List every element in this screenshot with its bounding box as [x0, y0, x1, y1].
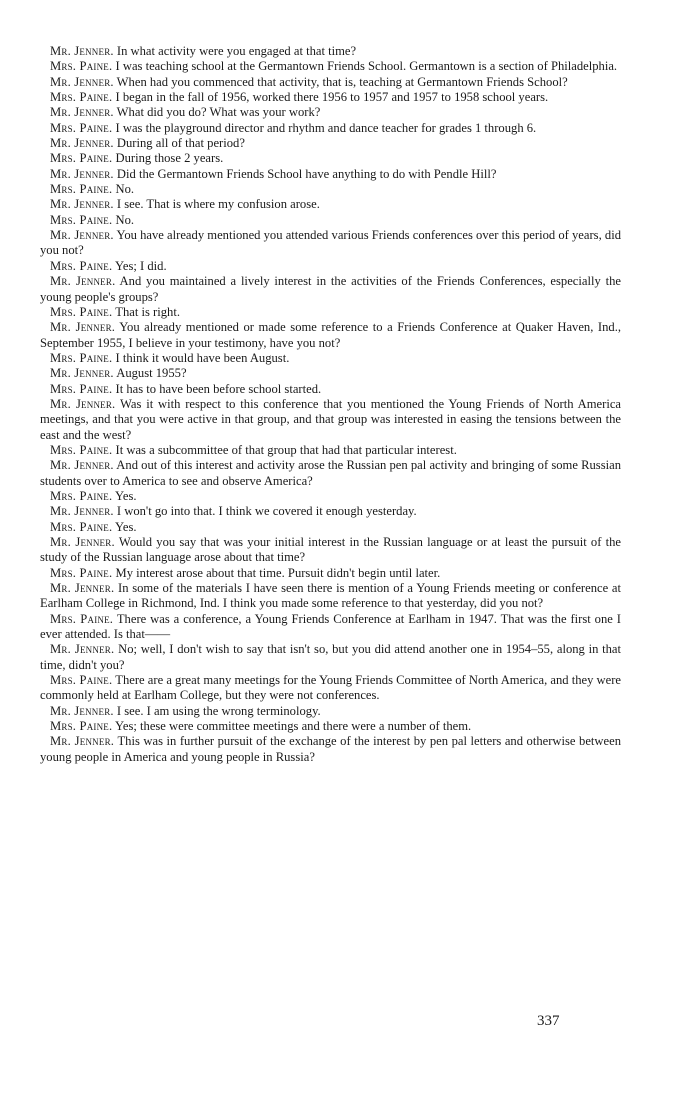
testimony-text: My interest arose about that time. Pursuit didn't begin until later.	[115, 565, 441, 580]
testimony-paragraph	[40, 151, 621, 166]
speaker-name: Mrs. Paine.	[50, 673, 113, 688]
testimony-text: When had you commenced that activity, that is, teaching at Germantown Friends School?	[116, 74, 568, 89]
speaker-name: Mr. Jenner.	[50, 396, 116, 411]
speaker-name: Mrs. Paine.	[50, 381, 113, 396]
testimony-paragraph	[40, 351, 621, 366]
speaker-name: Mrs. Paine.	[50, 59, 113, 74]
speaker-name: Mrs. Paine.	[50, 90, 113, 105]
testimony-text: You already mentioned or made some reference to a Friends Conference at Quaker Haven, Ind., September 1955, I believe in your testimony, have you not?	[40, 320, 621, 350]
speaker-name: Mr. Jenner.	[50, 74, 114, 89]
testimony-paragraph	[40, 566, 621, 581]
testimony-paragraph	[40, 504, 621, 519]
testimony-text: August 1955?	[116, 366, 187, 381]
testimony-paragraph	[40, 259, 621, 274]
speaker-name: Mrs. Paine.	[50, 258, 113, 273]
testimony-text: I was the playground director and rhythm and dance teacher for grades 1 through 6.	[115, 120, 537, 135]
testimony-paragraph	[40, 228, 621, 259]
testimony-paragraph	[40, 704, 621, 719]
speaker-name: Mr. Jenner.	[50, 105, 114, 120]
speaker-name: Mr. Jenner.	[50, 320, 116, 335]
testimony-paragraph	[40, 90, 621, 105]
testimony-text: During those 2 years.	[115, 151, 224, 166]
transcript-page	[40, 44, 621, 765]
testimony-paragraph	[40, 489, 621, 504]
testimony-paragraph	[40, 274, 621, 305]
testimony-paragraph	[40, 105, 621, 120]
testimony-text: During all of that period?	[116, 136, 245, 151]
testimony-text: What did you do? What was your work?	[116, 105, 321, 120]
speaker-name: Mrs. Paine.	[50, 488, 113, 503]
testimony-text: I was teaching school at the Germantown Friends School. Germantown is a section of Philadelphia.	[115, 59, 618, 74]
speaker-name: Mrs. Paine.	[50, 120, 113, 135]
testimony-text: And you maintained a lively interest in the activities of the Friends Conferences, especially the young people's groups?	[40, 274, 621, 304]
testimony-text: Yes; I did.	[115, 258, 167, 273]
testimony-text: There are a great many meetings for the Young Friends Committee of North America, and they were commonly held at Earlham College, but they were not conferences.	[40, 673, 621, 703]
speaker-name: Mr. Jenner.	[50, 703, 114, 718]
testimony-paragraph	[40, 167, 621, 182]
testimony-text: No; well, I don't wish to say that isn't so, but you did attend another one in 1954–55, along in that time, didn't you?	[40, 642, 622, 672]
testimony-paragraph	[40, 366, 621, 381]
testimony-paragraph	[40, 136, 621, 151]
testimony-text: I see. I am using the wrong terminology.	[116, 703, 321, 718]
testimony-paragraph	[40, 75, 621, 90]
testimony-paragraph	[40, 382, 621, 397]
speaker-name: Mrs. Paine.	[50, 719, 113, 734]
testimony-paragraph	[40, 320, 621, 351]
speaker-name: Mr. Jenner.	[50, 734, 115, 749]
speaker-name: Mr. Jenner.	[50, 166, 114, 181]
page-number: 337	[537, 1013, 560, 1029]
testimony-text: No.	[115, 182, 135, 197]
speaker-name: Mrs. Paine.	[50, 151, 113, 166]
testimony-paragraph	[40, 458, 621, 489]
testimony-paragraph	[40, 213, 621, 228]
testimony-text: I won't go into that. I think we covered it enough yesterday.	[116, 504, 417, 519]
testimony-paragraph	[40, 719, 621, 734]
testimony-paragraph	[40, 305, 621, 320]
speaker-name: Mr. Jenner.	[50, 197, 114, 212]
testimony-text: Did the Germantown Friends School have anything to do with Pendle Hill?	[116, 166, 497, 181]
speaker-name: Mr. Jenner.	[50, 366, 114, 381]
testimony-text: I think it would have been August.	[115, 350, 290, 365]
testimony-text: There was a conference, a Young Friends Conference at Earlham in 1947. That was the first one I ever attended. Is that——	[40, 611, 622, 642]
testimony-text: In some of the materials I have seen there is mention of a Young Friends meeting or conference at Earlham College in Richmond, Ind. I think you made some reference to that yesterday, did you not?	[40, 581, 621, 611]
testimony-paragraph	[40, 397, 621, 443]
testimony-paragraph	[40, 121, 621, 136]
testimony-paragraph	[40, 44, 621, 59]
testimony-paragraph	[40, 734, 621, 765]
speaker-name: Mrs. Paine.	[50, 212, 113, 227]
testimony-paragraph	[40, 197, 621, 212]
speaker-name: Mrs. Paine.	[50, 519, 113, 534]
testimony-paragraph	[40, 612, 621, 643]
speaker-name: Mr. Jenner.	[50, 642, 115, 657]
speaker-name: Mr. Jenner.	[50, 504, 114, 519]
speaker-name: Mrs. Paine.	[50, 182, 113, 197]
speaker-name: Mr. Jenner.	[50, 274, 116, 289]
testimony-paragraph	[40, 443, 621, 458]
testimony-text: Was it with respect to this conference that you mentioned the Young Friends of North America meetings, and that you were active in that group, and that group was interested in easing the tensions between the east and the west?	[40, 396, 622, 442]
testimony-text: Yes.	[115, 519, 137, 534]
testimony-text: And out of this interest and activity arose the Russian pen pal activity and bringing of some Russian students over to America to see and observe America?	[40, 458, 621, 488]
testimony-text: It has to have been before school started.	[115, 381, 322, 396]
speaker-name: Mr. Jenner.	[50, 44, 114, 58]
speaker-name: Mr. Jenner.	[50, 136, 114, 151]
testimony-text: I began in the fall of 1956, worked there 1956 to 1957 and 1957 to 1958 school years.	[115, 90, 549, 105]
speaker-name: Mr. Jenner.	[50, 458, 114, 473]
speaker-name: Mr. Jenner.	[50, 228, 114, 243]
testimony-paragraph	[40, 535, 621, 566]
testimony-paragraph	[40, 520, 621, 535]
testimony-text: I see. That is where my confusion arose.	[116, 197, 320, 212]
testimony-text: That is right.	[115, 304, 180, 319]
testimony-paragraph	[40, 581, 621, 612]
speaker-name: Mrs. Paine.	[50, 565, 113, 580]
speaker-name: Mrs. Paine.	[50, 442, 113, 457]
testimony-paragraph	[40, 59, 621, 74]
testimony-text: No.	[115, 212, 135, 227]
testimony-paragraph	[40, 182, 621, 197]
testimony-text: Would you say that was your initial interest in the Russian language or at least the pursuit of the study of the Russian language arose about that time?	[40, 535, 622, 565]
testimony-text: It was a subcommittee of that group that had that particular interest.	[115, 442, 457, 457]
speaker-name: Mr. Jenner.	[50, 535, 115, 549]
testimony-text: Yes.	[115, 488, 137, 503]
speaker-name: Mrs. Paine.	[50, 350, 113, 365]
testimony-paragraph	[40, 673, 621, 704]
testimony-text: You have already mentioned you attended various Friends conferences over this period of years, did you not?	[40, 228, 621, 258]
testimony-text: This was in further pursuit of the exchange of the interest by pen pal letters and otherwise between young people in America and young people in Russia?	[40, 734, 621, 764]
speaker-name: Mrs. Paine.	[50, 304, 113, 319]
testimony-text: Yes; these were committee meetings and there were a number of them.	[115, 719, 472, 734]
speaker-name: Mr. Jenner.	[50, 581, 115, 596]
testimony-paragraph	[40, 642, 621, 673]
speaker-name: Mrs. Paine.	[50, 611, 114, 626]
testimony-text: In what activity were you engaged at that time?	[116, 44, 357, 58]
